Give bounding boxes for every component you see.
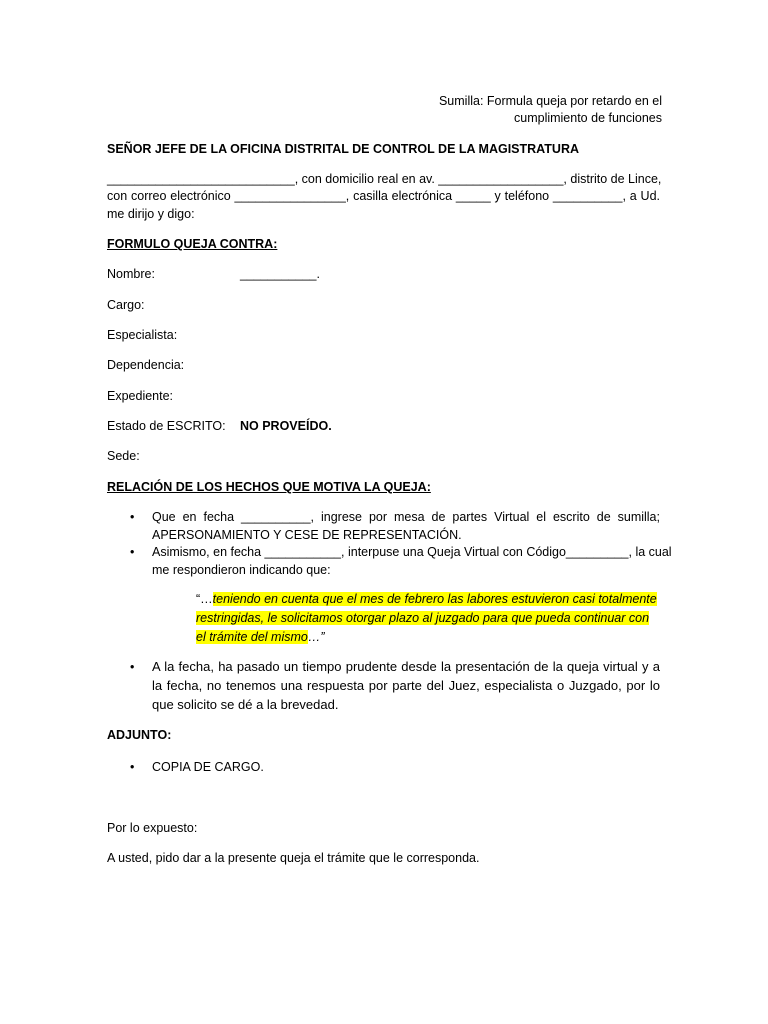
sumilla-line-2: cumplimiento de funciones [514,111,662,125]
quote-highlighted-text: teniendo en cuenta que el mes de febrero las labores estuvieron casi totalmente restringidas, le solicitamos otorgar plazo al juzgado para que pueda continuar con el trámite del mismo [196,592,657,644]
bullet-icon: • [130,660,135,674]
closing-line-1: Por lo expuesto: [107,821,198,835]
field-label-dependencia: Dependencia: [107,358,185,372]
field-value-estado-escrito: NO PROVEÍDO. [240,419,332,433]
field-label-especialista: Especialista: [107,328,178,342]
field-label-cargo: Cargo: [107,298,145,312]
fact-2-line-1: Asimismo, en fecha ___________, interpuse una Queja Virtual con Código_________, la cual [152,545,672,559]
field-label-nombre: Nombre: [107,267,155,281]
bullet-icon: • [130,760,135,774]
quote-close: …” [307,630,325,644]
quote-open: “… [196,592,213,606]
fact-1-line-2: APERSONAMIENTO Y CESE DE REPRESENTACIÓN. [152,528,462,542]
intro-line-3: me dirijo y digo: [107,207,195,221]
fact-1-line-1: Que en fecha __________, ingrese por mesa de partes Virtual el escrito de sumilla; [152,510,660,524]
field-label-estado-escrito: Estado de ESCRITO: [107,419,226,433]
intro-line-2: con correo electrónico ________________, casilla electrónica _____ y teléfono __________, a Ud. [107,189,660,203]
bullet-icon: • [130,510,135,524]
complaint-heading: FORMULO QUEJA CONTRA: [107,237,278,251]
intro-line-1: ___________________________, con domicilio real en av. __________________, distrito de Lince, [107,172,662,186]
bullet-icon: • [130,545,135,559]
fact-2-line-2: me respondieron indicando que: [152,563,331,577]
fact-3-text: A la fecha, ha pasado un tiempo prudente desde la presentación de la queja virtual y a la fecha, no tenemos una respuesta por parte del Juez, especialista o Juzgado, por lo que solicito se dé a la brevedad. [152,659,660,712]
quoted-response [196,590,660,647]
attachment-heading: ADJUNTO: [107,728,172,742]
sumilla-line-1: Sumilla: Formula queja por retardo en el [438,94,662,108]
field-value-nombre: ___________. [240,267,320,281]
closing-line-2: A usted, pido dar a la presente queja el trámite que le corresponda. [107,851,480,865]
field-label-sede: Sede: [107,449,140,463]
facts-heading: RELACIÓN DE LOS HECHOS QUE MOTIVA LA QUEJA: [107,480,431,494]
addressee-heading: SEÑOR JEFE DE LA OFICINA DISTRITAL DE CONTROL DE LA MAGISTRATURA [107,142,579,156]
field-label-expediente: Expediente: [107,389,174,403]
attachment-item: COPIA DE CARGO. [152,760,264,774]
